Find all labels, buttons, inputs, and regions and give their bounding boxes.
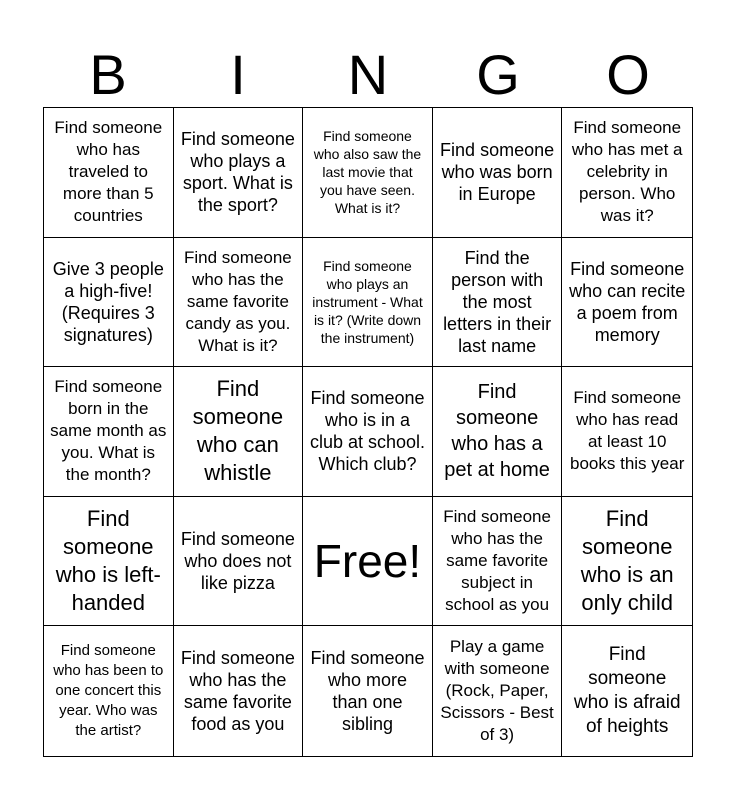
bingo-cell-r1c3[interactable]: Find someone who also saw the last movie that you have seen. What is it? [303, 108, 433, 238]
bingo-cell-r5c1[interactable]: Find someone who has been to one concert this year. Who was the artist? [44, 626, 174, 756]
bingo-cell-r5c2[interactable]: Find someone who has the same favorite food as you [174, 626, 304, 756]
bingo-cell-r2c4[interactable]: Find the person with the most letters in their last name [433, 238, 563, 368]
bingo-cell-r5c4[interactable]: Play a game with someone (Rock, Paper, Scissors - Best of 3) [433, 626, 563, 756]
bingo-cell-r3c1[interactable]: Find someone born in the same month as you. What is the month? [44, 367, 174, 497]
free-space-cell[interactable]: Free! [303, 497, 433, 627]
bingo-cell-r3c4[interactable]: Find someone who has a pet at home [433, 367, 563, 497]
bingo-cell-r1c4[interactable]: Find someone who was born in Europe [433, 108, 563, 238]
bingo-cell-r3c3[interactable]: Find someone who is in a club at school. Which club? [303, 367, 433, 497]
bingo-cell-r2c3[interactable]: Find someone who plays an instrument - What is it? (Write down the instrument) [303, 238, 433, 368]
bingo-cell-r1c1[interactable]: Find someone who has traveled to more than 5 countries [44, 108, 174, 238]
header-letter-o: O [606, 43, 650, 106]
bingo-cell-r3c5[interactable]: Find someone who has read at least 10 books this year [562, 367, 692, 497]
bingo-cell-r5c3[interactable]: Find someone who more than one sibling [303, 626, 433, 756]
bingo-cell-r2c5[interactable]: Find someone who can recite a poem from memory [562, 238, 692, 368]
bingo-cell-r4c4[interactable]: Find someone who has the same favorite subject in school as you [433, 497, 563, 627]
bingo-cell-r4c2[interactable]: Find someone who does not like pizza [174, 497, 304, 627]
header-letter-n: N [347, 43, 389, 106]
header-letter-i: I [230, 43, 246, 106]
bingo-cell-r2c1[interactable]: Give 3 people a high-five! (Requires 3 signatures) [44, 238, 174, 368]
bingo-cell-r1c2[interactable]: Find someone who plays a sport. What is the sport? [174, 108, 304, 238]
bingo-cell-r3c2[interactable]: Find someone who can whistle [174, 367, 304, 497]
bingo-cell-r4c1[interactable]: Find someone who is left-handed [44, 497, 174, 627]
bingo-cell-r1c5[interactable]: Find someone who has met a celebrity in person. Who was it? [562, 108, 692, 238]
header-letter-b: B [89, 43, 127, 106]
bingo-card [43, 107, 693, 757]
bingo-cell-r4c5[interactable]: Find someone who is an only child [562, 497, 692, 627]
bingo-cell-r5c5[interactable]: Find someone who is afraid of heights [573, 644, 681, 738]
bingo-cell-r2c2[interactable]: Find someone who has the same favorite candy as you. What is it? [174, 238, 304, 368]
header-letter-g: G [476, 43, 520, 106]
bingo-header [43, 44, 693, 106]
